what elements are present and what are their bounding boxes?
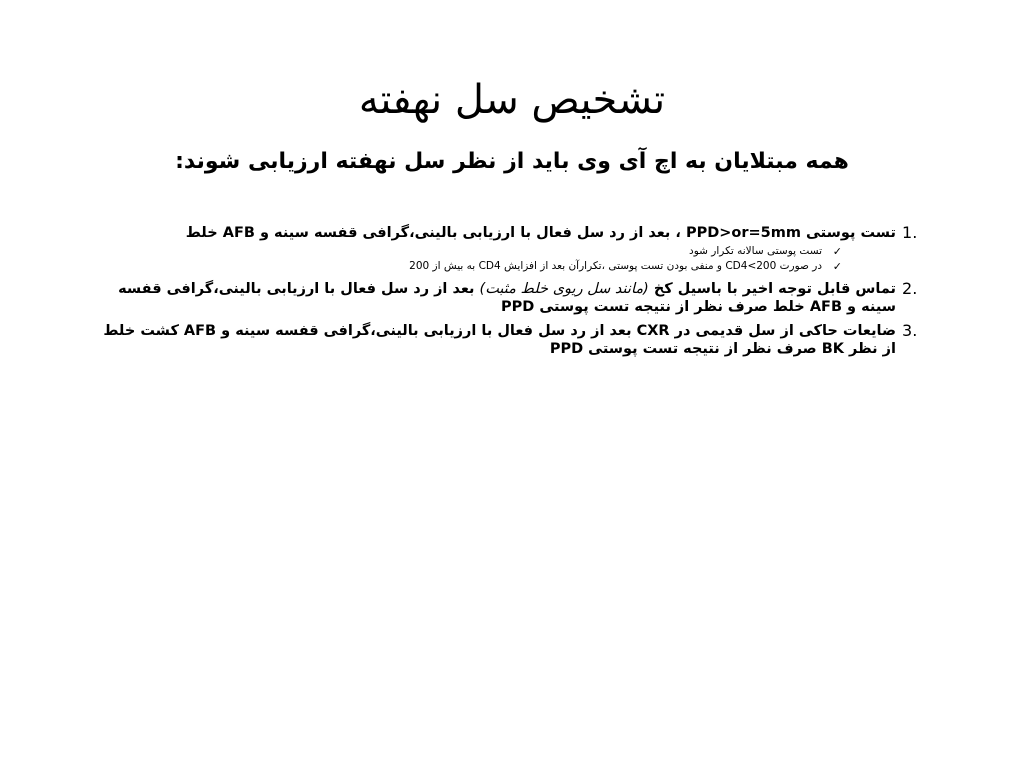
sub-list-item — [86, 244, 896, 259]
list-item-number: 1 . — [902, 224, 946, 242]
slide-title: تشخیص سل نهفته — [358, 77, 666, 123]
sub-list-item-text: تست پوستی سالانه تکرار شود — [689, 245, 822, 257]
list-item-text-end: بعد از رد سل فعال با ارزیابی بالینی،گرافی قفسه سینه و AFB خلط صرف نظر از نتیجه تست پوستی PPD — [118, 281, 896, 315]
checkmark-icon: ✓ — [832, 260, 842, 273]
sub-list-item — [86, 259, 896, 274]
list-item-number: 3 . — [902, 322, 946, 340]
numbered-list — [86, 224, 950, 364]
list-item-text-italic: (مانند سل ریوی خلط مثبت) — [479, 281, 649, 297]
list-item-text: تست پوستی PPD>or=5mm ، بعد از رد سل فعال با ارزیابی بالینی،گرافی قفسه سینه و AFB خلط — [185, 225, 896, 241]
list-item-text: ضایعات حاکی از سل قدیمی در CXR بعد از رد سل فعال با ارزیابی بالینی،گرافی قفسه سینه و AFB کشت خلط از نظر BK صرف نظر از نتیجه تست پوستی PPD — [103, 323, 896, 357]
list-item-text-start: تماس قابل توجه اخیر با باسیل کخ — [653, 281, 896, 297]
list-item — [86, 224, 950, 274]
list-item-number: 2 . — [902, 280, 946, 298]
sub-list — [86, 244, 896, 274]
checkmark-icon: ✓ — [832, 245, 842, 258]
list-item — [86, 322, 950, 358]
list-item — [86, 280, 950, 316]
slide-subtitle: همه مبتلایان به اچ آی وی باید از نظر سل نهفته ارزیابی شوند: — [175, 149, 849, 174]
sub-list-item-text: در صورت CD4<200 و منفی بودن تست پوستی ،تکرارآن بعد از افزایش CD4 به بیش از 200 — [409, 260, 822, 272]
